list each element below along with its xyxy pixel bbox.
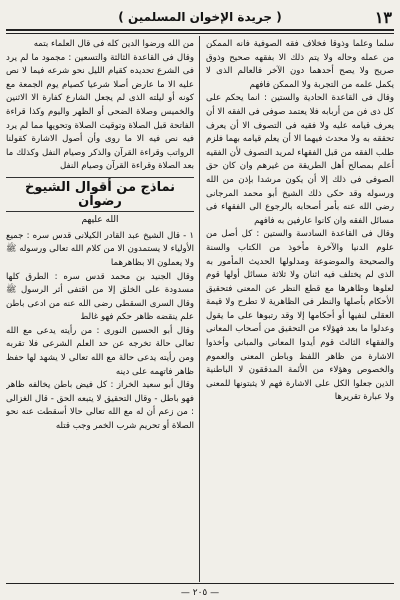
- left-paragraph-3: ١ - قال الشيخ عبد القادر الكيلانى قدس سره : جميع الأولياء لا يستمدون الا من كلام الله تعالى ورسوله ﷺ ولا يعملون الا بظاهرهما: [6, 230, 194, 268]
- section-heading-sub: الله عليهم: [81, 215, 119, 226]
- section-heading: نماذج من أقوال الشيوخ رضوان: [6, 177, 194, 212]
- right-column: [206, 38, 394, 580]
- left-column: [6, 38, 194, 580]
- left-paragraph-1: من الله ورضوا الدين كله فى قال العلماء بتمه: [33, 39, 194, 49]
- left-paragraph-2: وقال فى القاعدة الثالثة والتسعين : مجمود ما لم يرد فى الشرع تحديده كقيام الليل نحو شرعه فيما لا نص عليه الا ما عارض أصلا شرعيا كصيام يوم الجمعة مع كونه أو ليلته الذى لم يجعل الشارع كفارة الا الاثنين والخميس وصلاة الضحى أو الظهر واليوم وكذا قراءة الفاتحة قبل الصلاة وتوقيت الصلاة وتحويها مما لم يرد فيه نص فيه الا ما روى وأن أصول الاشارة كقولنا الرواتب وقراءة القرآن والذكر وصيام النفل وكذلك ما بعد الصلاة وقراءة القرآن وصيام النفل: [6, 52, 194, 172]
- newspaper-title: ( جريدة الإخوان المسلمين ): [118, 10, 282, 24]
- page-header: [8, 6, 392, 28]
- left-paragraph-5: وقال أبو الحسين النورى : من رأيته يدعى مع الله تعالى حالة تخرجه عن حد العلم الشرعى فلا تقربه ومن رأيته يدعى حالة مع الله تعالى لا يشهد لها حفظ ظاهر فاتهمه على دينه: [6, 325, 194, 377]
- page-number: ١٣: [374, 7, 392, 27]
- left-paragraph-6: وقال أبو سعيد الخراز : كل فيض باطن يخالفه ظاهر فهو باطل - وقال التحقيق لا يتبعه الحق - قال الغزالى : من زعم أن له مع الله تعالى حالا أسقطت عنه نحو الصلاة أو تحريم شرب الخمر وجب قتله: [6, 380, 194, 432]
- page-footer-code: — ٢٠٥ —: [180, 588, 220, 598]
- header-rule: [6, 29, 394, 31]
- left-paragraph-4: وقال الجنيد بن محمد قدس سره : الطرق كلها مسدودة على الخلق إلا من اقتفى أثر الرسول ﷺ وقال السرى السقطى رضى الله عنه من ادعى باطن علم ينقضه ظاهر حكم فهو غالط: [6, 271, 194, 323]
- right-paragraph-3: وقال فى القاعدة السادسة والستين : كل أصل من علوم الدنيا والآخرة مأخوذ من الكتاب والسنة والصحيحة والموضوعة ومدلولها الحديث المأمور به الذى لم يختلف فيه اثنان ولا ثلاثة مسائل أولها قوم لعلوها وظاهرها مع قطع النظر عن المعنى فتحقيق الأحكام بأصلها والنظر فى الظاهرية لا تطرح ولا قيمة العقلى لنفيها أو أحكامها إلا وقد رتبوها على ما يقول وعدلوا ما بعد فهؤلاء من التحقيق من أصحاب المعانى والفقهاء الثالث قوم أيدوا المعانى والمبانى وأخذوا الاشارة من ظاهر اللفظ وباطن المعنى والعموم والخصوص وهؤلاء من الأئمة المدققون لا الباطنية الذين جعلوا الكل على الاشارة فهم لا يثبتونها للمعنى ولا عبارة تقريرها: [206, 229, 394, 403]
- right-paragraph-2: وقال فى القاعدة الحادية والستين : انما يحكم على كل ذى فن من أربابه فلا يعتمد صوفى فى الفقه الا أن يعرف قيامه عليه ولا فقيه فى التصوف الا أن يعرف تحققه به ولا محدث فيهما الا أن يعلم قيامه بهما فلزم طلب الفقه من قبل الفقهاء لمريد التصوف لأن الفقيه أعلم بمصالح أهل الطريقة من غيرهم وان كان حق الصوفى فى ذلك إلا أن يكون مرشدا بإذن من الله ورسوله وقد حكى ذلك الشيخ أبو محمد المرجانى رضى الله عنه بأمر أصحابه بالرجوع الى الفقهاء فى مسائل الفقه وان كانوا عارفين به فافهم: [206, 93, 394, 226]
- column-divider: [199, 36, 200, 582]
- header-rule-thin: [6, 33, 394, 34]
- right-paragraph-1: سلما وعلما وذوقا فخلاف فقه الصوفية فانه الممكن من عمله وحاله ولا يتم ذلك الا بفقهه صحيح وذوق صريح ولا يصح أحدهما دون الآخر فالعالم الذى لا يكمل علمه من التجربة ولا الممكن فافهم: [206, 39, 394, 90]
- footer-rule: [6, 583, 394, 584]
